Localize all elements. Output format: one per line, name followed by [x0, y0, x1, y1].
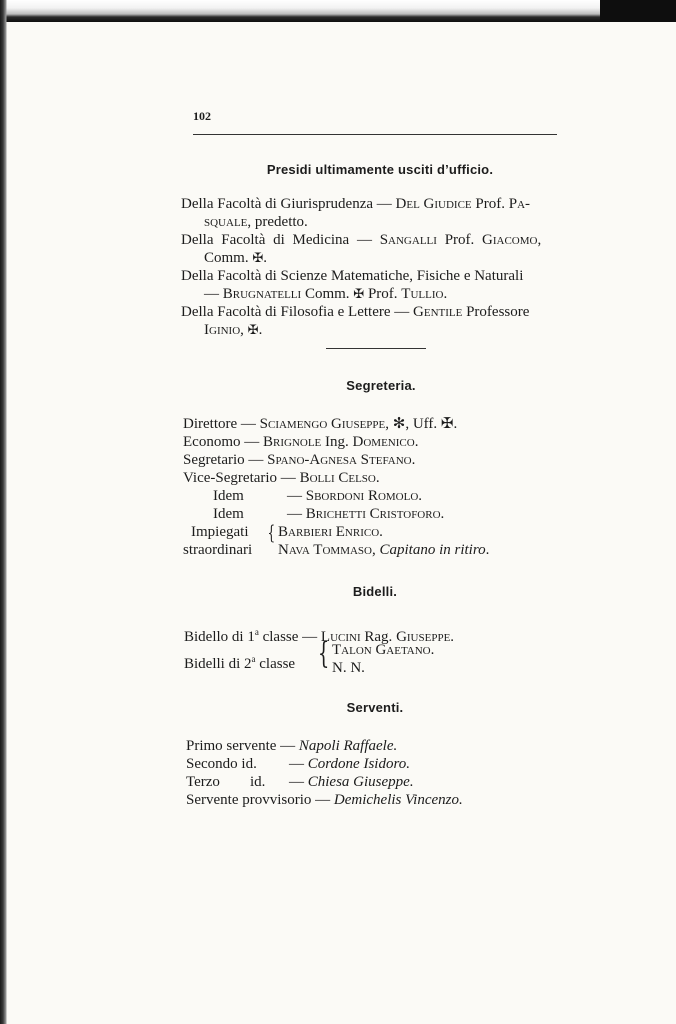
serventi-row-1: Primo servente — Napoli Raffaele. [186, 738, 398, 754]
cross-icon: ✠ [252, 250, 264, 265]
segreteria-row-straordinari: straordinari [183, 542, 253, 558]
cross-icon: ✠ [353, 286, 365, 301]
presidi-entry-2-line-1: Della Facoltà di Medicina — Sangalli Prof. Giacomo, [181, 232, 542, 248]
section-title-serventi: Serventi. [346, 700, 404, 715]
segreteria-row-idem-1-name: — Sbordoni Romolo. [287, 488, 423, 504]
segreteria-row-direttore: Direttore — Sciamengo Giuseppe, ✻, Uff. ✠. [183, 416, 458, 432]
segreteria-row-vice-segretario: Vice-Segretario — Bolli Celso. [183, 470, 380, 486]
segreteria-row-idem-1: Idem [213, 488, 244, 504]
serventi-row-2: Secondo id. [186, 756, 257, 772]
presidi-entry-3-line-1: Della Facoltà di Scienze Matematiche, Fisiche e Naturali [181, 268, 524, 284]
page-number: 102 [193, 109, 211, 123]
section-separator [326, 348, 426, 349]
section-title-presidi: Presidi ultimamente usciti d’ufficio. [266, 162, 494, 177]
header-rule [193, 134, 557, 135]
section-title-bidelli: Bidelli. [352, 584, 398, 599]
scan-top-border [0, 0, 676, 22]
serventi-row-3-id: id. [250, 774, 266, 790]
presidi-entry-1-line-1: Della Facoltà di Giurisprudenza — Del Giudice Prof. Pa- [181, 196, 531, 212]
segreteria-impiegato-1: Barbieri Enrico. [278, 524, 383, 540]
serventi-row-3: Terzo [186, 774, 220, 790]
segreteria-row-impiegati: Impiegati [191, 524, 249, 540]
serventi-row-3-name: — Chiesa Giuseppe. [289, 774, 414, 790]
bidelli-row-2-name-2: N. N. [332, 660, 365, 676]
brace-icon: { [317, 636, 330, 671]
scan-left-border [0, 0, 7, 1024]
bidelli-row-2-name-1: Talon Gaetano. [332, 642, 435, 658]
presidi-entry-4-line-2: Iginio, ✠. [204, 322, 263, 338]
serventi-row-2-name: — Cordone Isidoro. [289, 756, 410, 772]
presidi-entry-4-line-1: Della Facoltà di Filosofia e Lettere — Gentile Professore [181, 304, 530, 320]
bidelli-row-1: Bidello di 1$^a$ classe — Lucini Rag. Giuseppe. [184, 627, 455, 645]
brace-icon: { [267, 520, 276, 544]
cross-icon: ✠ [247, 322, 259, 337]
serventi-row-4: Servente provvisorio — Demichelis Vincenzo. [186, 792, 463, 808]
section-title-segreteria: Segreteria. [346, 378, 416, 393]
segreteria-row-idem-2-name: — Brichetti Cristoforo. [287, 506, 445, 522]
segreteria-impiegato-2: Nava Tommaso, Capitano in ritiro. [278, 542, 490, 558]
presidi-entry-2-line-2: Comm. ✠. [204, 250, 267, 266]
presidi-entry-3-line-2: — Brugnatelli Comm. ✠ Prof. Tullio. [204, 286, 448, 302]
segreteria-row-idem-2: Idem [213, 506, 244, 522]
bidelli-row-2-role: Bidelli di 2$^a$ classe [184, 654, 296, 672]
segreteria-row-segretario: Segretario — Spano-Agnesa Stefano. [183, 452, 416, 468]
presidi-entry-1-line-2: squale, predetto. [204, 214, 308, 230]
segreteria-row-economo: Economo — Brignole Ing. Domenico. [183, 434, 419, 450]
